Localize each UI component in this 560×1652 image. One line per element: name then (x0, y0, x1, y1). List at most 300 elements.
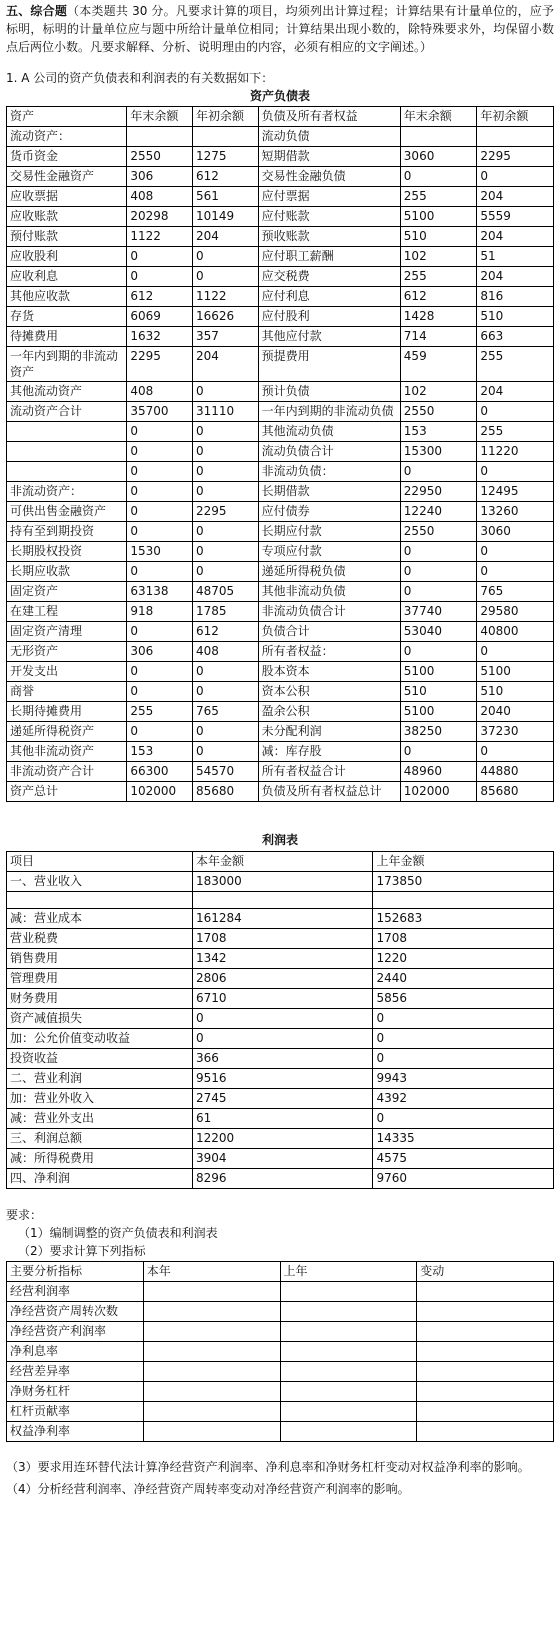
indicator-name: 杠杆贡献率 (7, 1402, 144, 1422)
table-row (7, 642, 554, 662)
table-cell: 1122 (192, 287, 258, 307)
table-cell: 20298 (127, 207, 193, 227)
table-cell: 153 (400, 422, 477, 442)
table-cell: 1708 (373, 928, 554, 948)
table-cell: 0 (400, 642, 477, 662)
table-row (7, 562, 554, 582)
table-row (7, 127, 554, 147)
table-row (7, 891, 554, 908)
table-cell: 15300 (400, 442, 477, 462)
table-cell: 9516 (192, 1068, 373, 1088)
table-cell: 财务费用 (7, 988, 193, 1008)
table-row (7, 1008, 554, 1028)
column-header: 年初余额 (477, 107, 554, 127)
table-cell: 10149 (192, 207, 258, 227)
table-row (7, 871, 554, 891)
requirements-label: 要求： (6, 1207, 43, 1222)
table-cell: 销售费用 (7, 948, 193, 968)
table-cell: 0 (400, 462, 477, 482)
table-row (7, 327, 554, 347)
table-cell: 1428 (400, 307, 477, 327)
table-cell: 0 (192, 662, 258, 682)
table-row (7, 187, 554, 207)
table-cell: 非流动资产合计 (7, 762, 127, 782)
table-cell: 153 (127, 742, 193, 762)
table-cell: 5100 (477, 662, 554, 682)
income-statement-title: 利润表 (261, 833, 298, 848)
table-cell: 53040 (400, 622, 477, 642)
requirement-2: （2）要求计算下列指标 (18, 1243, 146, 1258)
table-cell: 0 (192, 542, 258, 562)
empty-cell (280, 1282, 417, 1302)
table-cell: 交易性金融资产 (7, 167, 127, 187)
table-cell: 161284 (192, 908, 373, 928)
table-cell: 173850 (373, 871, 554, 891)
table-cell (7, 422, 127, 442)
table-cell: 所有者权益： (258, 642, 400, 662)
table-cell: 85680 (477, 782, 554, 802)
table-cell: 应收账款 (7, 207, 127, 227)
column-header: 上年 (280, 1262, 417, 1282)
table-row (7, 722, 554, 742)
table-cell: 应收利息 (7, 267, 127, 287)
table-cell: 非流动资产： (7, 482, 127, 502)
empty-cell (143, 1362, 280, 1382)
table-cell: 0 (127, 267, 193, 287)
table-cell: 一、营业收入 (7, 871, 193, 891)
table-cell: 4392 (373, 1088, 554, 1108)
table-cell: 待摊费用 (7, 327, 127, 347)
table-cell: 流动资产合计 (7, 402, 127, 422)
table-row (7, 1048, 554, 1068)
table-cell: 6710 (192, 988, 373, 1008)
table-cell: 2550 (127, 147, 193, 167)
table-row (7, 542, 554, 562)
table-cell: 0 (373, 1108, 554, 1128)
income-statement-header (7, 851, 554, 871)
table-row (7, 442, 554, 462)
table-row (7, 662, 554, 682)
table-cell: 加：营业外收入 (7, 1088, 193, 1108)
empty-cell (143, 1382, 280, 1402)
table-cell: 预提费用 (258, 347, 400, 382)
table-cell: 减：营业外支出 (7, 1108, 193, 1128)
table-cell: 0 (127, 622, 193, 642)
table-cell: 2440 (373, 968, 554, 988)
column-header: 本年金额 (192, 851, 373, 871)
balance-sheet-table (6, 106, 554, 802)
table-cell: 1632 (127, 327, 193, 347)
table-cell: 0 (373, 1048, 554, 1068)
empty-cell (143, 1302, 280, 1322)
table-cell (192, 891, 373, 908)
table-cell: 在建工程 (7, 602, 127, 622)
table-cell: 预付账款 (7, 227, 127, 247)
table-row (7, 1422, 554, 1442)
empty-cell (417, 1342, 554, 1362)
empty-cell (143, 1282, 280, 1302)
empty-cell (280, 1422, 417, 1442)
indicator-name: 权益净利率 (7, 1422, 144, 1442)
table-cell: 营业税费 (7, 928, 193, 948)
table-cell: 无形资产 (7, 642, 127, 662)
table-cell: 0 (400, 742, 477, 762)
table-cell: 0 (400, 167, 477, 187)
table-row (7, 968, 554, 988)
table-row (7, 382, 554, 402)
table-cell: 1220 (373, 948, 554, 968)
table-cell: 0 (192, 1028, 373, 1048)
empty-cell (417, 1362, 554, 1382)
table-row (7, 762, 554, 782)
table-cell: 0 (192, 247, 258, 267)
table-cell: 一年内到期的非流动负债 (258, 402, 400, 422)
table-row (7, 347, 554, 382)
table-cell: 交易性金融负债 (258, 167, 400, 187)
table-cell: 255 (477, 347, 554, 382)
table-cell: 11220 (477, 442, 554, 462)
table-cell: 102 (400, 247, 477, 267)
table-cell: 255 (127, 702, 193, 722)
table-row (7, 1402, 554, 1422)
table-row (7, 147, 554, 167)
table-cell: 0 (192, 522, 258, 542)
empty-cell (280, 1302, 417, 1322)
table-cell: 投资收益 (7, 1048, 193, 1068)
table-row (7, 908, 554, 928)
table-cell: 9943 (373, 1068, 554, 1088)
table-cell: 减：库存股 (258, 742, 400, 762)
table-cell: 0 (477, 462, 554, 482)
table-row (7, 1342, 554, 1362)
table-cell: 0 (192, 1008, 373, 1028)
table-cell: 204 (477, 227, 554, 247)
requirement-1: （1）编制调整的资产负债表和利润表 (18, 1225, 218, 1240)
indicator-table (6, 1261, 554, 1442)
table-cell (477, 127, 554, 147)
table-cell: 0 (373, 1028, 554, 1048)
table-cell: 255 (400, 187, 477, 207)
table-cell: 612 (127, 287, 193, 307)
table-cell: 0 (192, 422, 258, 442)
table-cell: 应付股利 (258, 307, 400, 327)
table-cell: 0 (192, 442, 258, 462)
table-cell: 存货 (7, 307, 127, 327)
table-cell: 1122 (127, 227, 193, 247)
table-cell: 0 (192, 682, 258, 702)
table-row (7, 1168, 554, 1188)
requirement-4: （4）分析经营利润率、净经营资产周转率变动对净经营资产利润率的影响。 (6, 1482, 410, 1497)
table-row (7, 742, 554, 762)
table-row (7, 1302, 554, 1322)
table-cell: 其他应付款 (258, 327, 400, 347)
table-cell: 8296 (192, 1168, 373, 1188)
table-cell: 2550 (400, 522, 477, 542)
table-cell: 37230 (477, 722, 554, 742)
table-cell: 0 (127, 442, 193, 462)
table-cell: 12200 (192, 1128, 373, 1148)
table-cell: 0 (400, 582, 477, 602)
balance-sheet-header (7, 107, 554, 127)
table-cell: 递延所得税负债 (258, 562, 400, 582)
table-cell: 61 (192, 1108, 373, 1128)
table-cell: 816 (477, 287, 554, 307)
table-cell: 未分配利润 (258, 722, 400, 742)
table-cell: 1342 (192, 948, 373, 968)
table-cell: 63138 (127, 582, 193, 602)
table-cell: 204 (477, 382, 554, 402)
table-cell: 40800 (477, 622, 554, 642)
table-cell: 44880 (477, 762, 554, 782)
empty-cell (143, 1402, 280, 1422)
table-row (7, 482, 554, 502)
table-row (7, 462, 554, 482)
table-cell: 0 (477, 742, 554, 762)
table-cell: 所有者权益合计 (258, 762, 400, 782)
table-cell: 应付票据 (258, 187, 400, 207)
table-cell: 0 (192, 562, 258, 582)
table-cell: 长期股权投资 (7, 542, 127, 562)
table-cell: 16626 (192, 307, 258, 327)
table-cell: 2295 (127, 347, 193, 382)
table-cell: 其他流动负债 (258, 422, 400, 442)
table-cell: 459 (400, 347, 477, 382)
table-cell: 商誉 (7, 682, 127, 702)
column-header: 主要分析指标 (7, 1262, 144, 1282)
table-cell: 持有至到期投资 (7, 522, 127, 542)
table-row (7, 307, 554, 327)
table-cell: 29580 (477, 602, 554, 622)
table-cell: 盈余公积 (258, 702, 400, 722)
table-cell: 918 (127, 602, 193, 622)
table-cell: 二、营业利润 (7, 1068, 193, 1088)
table-cell: 3060 (477, 522, 554, 542)
table-row (7, 1282, 554, 1302)
table-row (7, 988, 554, 1008)
indicator-name: 经营利润率 (7, 1282, 144, 1302)
table-cell: 1530 (127, 542, 193, 562)
indicator-name: 净经营资产周转次数 (7, 1302, 144, 1322)
table-cell: 四、净利润 (7, 1168, 193, 1188)
table-cell: 612 (400, 287, 477, 307)
table-cell: 3904 (192, 1148, 373, 1168)
table-cell: 306 (127, 167, 193, 187)
question-1: 1. A 公司的资产负债表和利润表的有关数据如下： (6, 71, 274, 85)
table-cell: 2040 (477, 702, 554, 722)
table-cell: 102000 (400, 782, 477, 802)
table-cell: 应付职工薪酬 (258, 247, 400, 267)
indicator-name: 净财务杠杆 (7, 1382, 144, 1402)
table-cell: 765 (192, 702, 258, 722)
table-row (7, 1088, 554, 1108)
empty-cell (280, 1342, 417, 1362)
table-cell: 预计负债 (258, 382, 400, 402)
table-cell: 专项应付款 (258, 542, 400, 562)
income-statement-table (6, 851, 554, 1189)
table-cell: 38250 (400, 722, 477, 742)
table-cell: 0 (127, 722, 193, 742)
table-cell: 0 (127, 247, 193, 267)
table-cell: 255 (400, 267, 477, 287)
empty-cell (417, 1282, 554, 1302)
table-row (7, 287, 554, 307)
table-cell: 2806 (192, 968, 373, 988)
table-row (7, 522, 554, 542)
table-cell: 183000 (192, 871, 373, 891)
table-row (7, 582, 554, 602)
table-cell: 资产总计 (7, 782, 127, 802)
table-cell: 714 (400, 327, 477, 347)
table-cell: 负债合计 (258, 622, 400, 642)
table-cell: 0 (127, 462, 193, 482)
table-cell: 510 (400, 227, 477, 247)
table-cell: 其他应收款 (7, 287, 127, 307)
empty-cell (280, 1382, 417, 1402)
table-cell: 管理费用 (7, 968, 193, 988)
table-cell: 0 (192, 742, 258, 762)
empty-cell (280, 1322, 417, 1342)
table-cell: 0 (400, 542, 477, 562)
table-cell: 14335 (373, 1128, 554, 1148)
empty-cell (280, 1402, 417, 1422)
empty-cell (280, 1362, 417, 1382)
table-cell: 其他流动资产 (7, 382, 127, 402)
table-cell: 765 (477, 582, 554, 602)
table-cell (7, 442, 127, 462)
table-cell: 9760 (373, 1168, 554, 1188)
indicator-body (7, 1282, 554, 1442)
table-cell: 0 (127, 682, 193, 702)
table-cell: 长期应付款 (258, 522, 400, 542)
table-cell: 510 (477, 307, 554, 327)
table-cell: 408 (127, 187, 193, 207)
intro-text: （本类题共 30 分。凡要求计算的项目，均须列出计算过程；计算结果有计量单位的，应予标明，标明的计量单位应与题中所给计量单位相同；计算结果出现小数的，除特殊要求外，均保留小数点后两位小数。凡要求解释、分析、说明理由的内容，必须有相应的文字阐述。） (6, 4, 554, 54)
table-row (7, 267, 554, 287)
table-cell: 152683 (373, 908, 554, 928)
table-cell: 0 (127, 522, 193, 542)
table-cell: 0 (192, 482, 258, 502)
table-row (7, 622, 554, 642)
table-cell: 31110 (192, 402, 258, 422)
table-cell: 12240 (400, 502, 477, 522)
column-header: 年末余额 (400, 107, 477, 127)
table-cell: 255 (477, 422, 554, 442)
table-cell: 其他非流动负债 (258, 582, 400, 602)
table-cell: 13260 (477, 502, 554, 522)
table-cell: 37740 (400, 602, 477, 622)
table-cell: 22950 (400, 482, 477, 502)
table-cell: 固定资产 (7, 582, 127, 602)
table-cell: 357 (192, 327, 258, 347)
table-cell: 4575 (373, 1148, 554, 1168)
table-cell (400, 127, 477, 147)
table-cell (7, 891, 193, 908)
table-cell: 1708 (192, 928, 373, 948)
table-row (7, 1128, 554, 1148)
table-cell: 开发支出 (7, 662, 127, 682)
table-cell: 1785 (192, 602, 258, 622)
table-cell: 固定资产清理 (7, 622, 127, 642)
table-cell: 663 (477, 327, 554, 347)
table-cell: 0 (192, 267, 258, 287)
empty-cell (417, 1302, 554, 1322)
table-cell: 51 (477, 247, 554, 267)
table-cell: 应收股利 (7, 247, 127, 267)
table-cell: 货币资金 (7, 147, 127, 167)
table-cell: 6069 (127, 307, 193, 327)
empty-cell (143, 1322, 280, 1342)
table-cell: 一年内到期的非流动资产 (7, 347, 127, 382)
table-cell: 应收票据 (7, 187, 127, 207)
table-cell: 长期待摊费用 (7, 702, 127, 722)
table-cell: 0 (477, 167, 554, 187)
table-cell: 510 (400, 682, 477, 702)
table-cell: 2295 (477, 147, 554, 167)
table-row (7, 1362, 554, 1382)
table-cell: 54570 (192, 762, 258, 782)
table-cell: 561 (192, 187, 258, 207)
table-cell: 应付账款 (258, 207, 400, 227)
income-statement-body (7, 871, 554, 1188)
table-cell: 0 (477, 402, 554, 422)
table-cell: 48960 (400, 762, 477, 782)
table-cell (373, 891, 554, 908)
table-cell: 短期借款 (258, 147, 400, 167)
balance-sheet-body (7, 127, 554, 802)
table-cell: 0 (127, 482, 193, 502)
table-cell: 306 (127, 642, 193, 662)
table-cell: 204 (477, 267, 554, 287)
table-cell: 102 (400, 382, 477, 402)
table-cell: 应付债券 (258, 502, 400, 522)
table-cell: 0 (127, 562, 193, 582)
indicator-name: 经营差异率 (7, 1362, 144, 1382)
column-header: 变动 (417, 1262, 554, 1282)
table-cell: 可供出售金融资产 (7, 502, 127, 522)
table-cell: 0 (127, 662, 193, 682)
empty-cell (143, 1422, 280, 1442)
indicator-name: 净经营资产利润率 (7, 1322, 144, 1342)
section-heading: 五、综合题 (6, 4, 68, 18)
table-row (7, 602, 554, 622)
table-cell: 负债及所有者权益总计 (258, 782, 400, 802)
table-cell: 0 (192, 382, 258, 402)
table-cell: 2745 (192, 1088, 373, 1108)
column-header: 上年金额 (373, 851, 554, 871)
table-cell: 资本公积 (258, 682, 400, 702)
table-row (7, 1108, 554, 1128)
table-cell: 85680 (192, 782, 258, 802)
table-cell: 204 (192, 347, 258, 382)
intro-paragraph (6, 2, 554, 56)
table-cell: 非流动负债合计 (258, 602, 400, 622)
table-cell: 102000 (127, 782, 193, 802)
column-header: 项目 (7, 851, 193, 871)
column-header: 年初余额 (192, 107, 258, 127)
empty-cell (143, 1342, 280, 1362)
table-cell: 0 (477, 562, 554, 582)
table-row (7, 1148, 554, 1168)
table-cell: 2295 (192, 502, 258, 522)
requirement-3: （3）要求用连环替代法计算净经营资产利润率、净利息率和净财务杠杆变动对权益净利率的影响。 (6, 1460, 530, 1475)
empty-cell (417, 1422, 554, 1442)
table-cell: 0 (127, 502, 193, 522)
table-cell: 48705 (192, 582, 258, 602)
table-cell: 408 (192, 642, 258, 662)
table-cell: 366 (192, 1048, 373, 1068)
table-cell: 长期应收款 (7, 562, 127, 582)
column-header: 本年 (143, 1262, 280, 1282)
